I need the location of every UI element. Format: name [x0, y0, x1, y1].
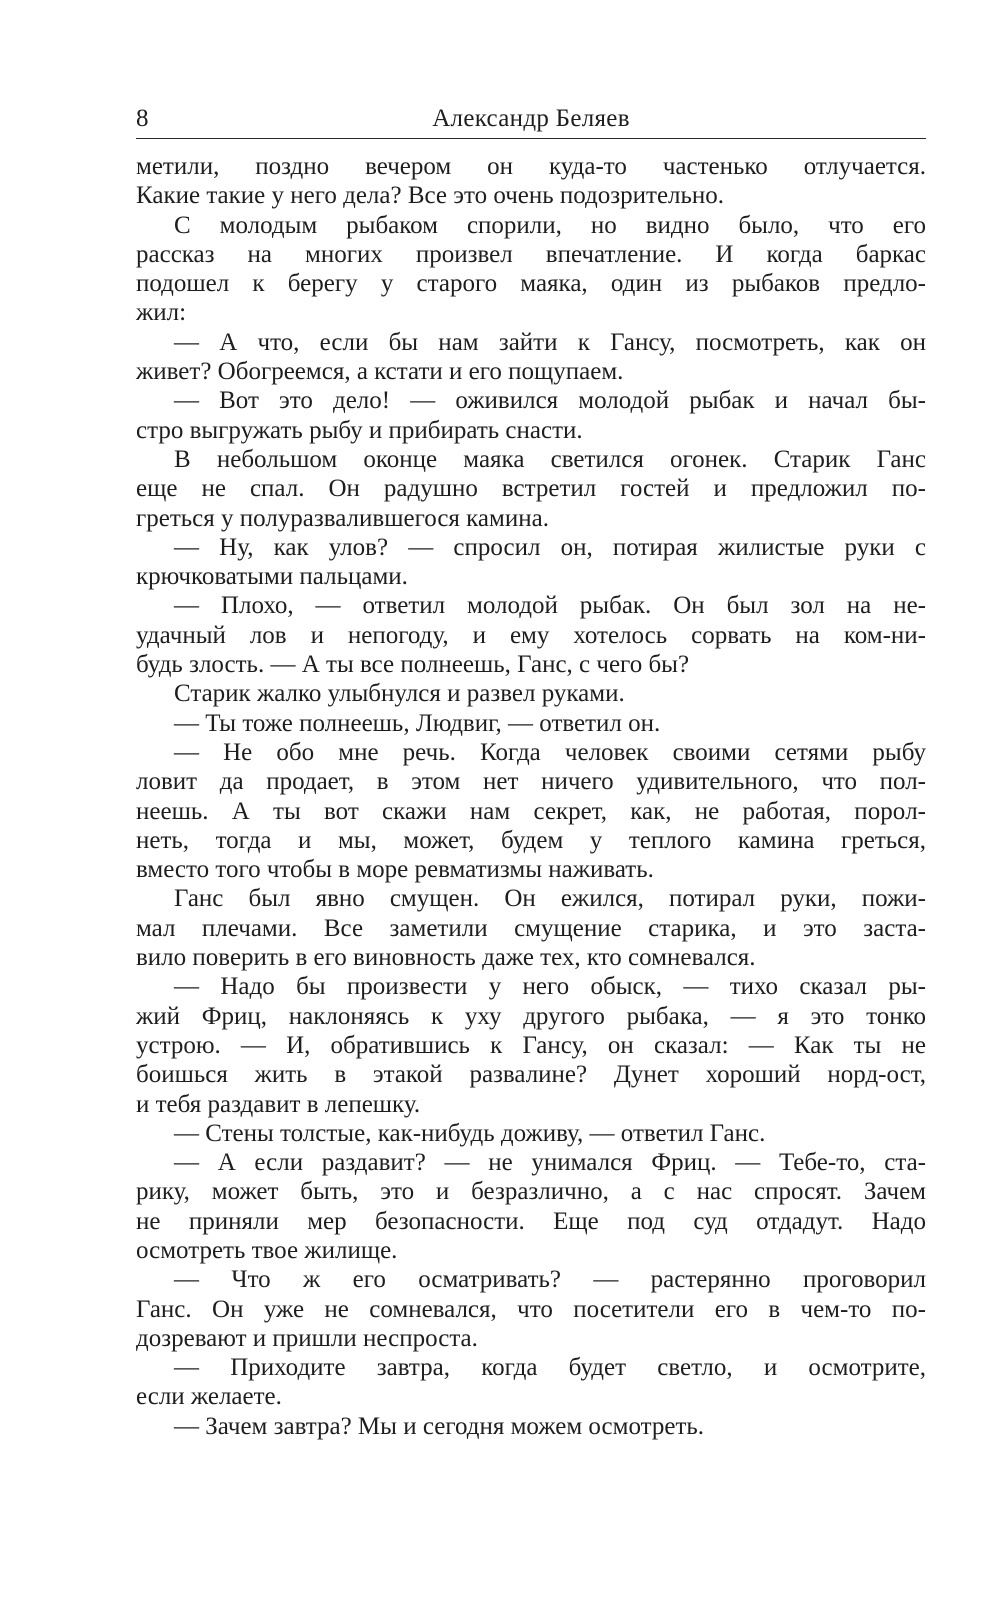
text-line: дозревают и пришли неспроста. [136, 1324, 478, 1352]
text-line: жил: [136, 299, 187, 327]
body-text [136, 152, 926, 1441]
text-line: если желаете. [136, 1383, 282, 1411]
text-line: живет? Обогреемся, а кстати и его пощупаем. [136, 358, 624, 386]
text-line: подошел к берегу у старого маяка, один из рыбаков предло- [136, 270, 926, 298]
text-line: — Плохо, — ответил молодой рыбак. Он был зол на не- [174, 592, 926, 620]
text-line: неть, тогда и мы, может, будем у теплого камина греться, [136, 826, 926, 854]
text-line: вместо того чтобы в море ревматизмы наживать. [136, 856, 654, 884]
text-line: — Стены толстые, как-нибудь доживу, — ответил Ганс. [174, 1119, 766, 1147]
text-line: В небольшом оконце маяка светился огонек. Старик Ганс [174, 445, 926, 473]
text-line: еще не спал. Он радушно встретил гостей и предложил по- [136, 475, 926, 503]
text-line: — Ты тоже полнеешь, Людвиг, — ответил он. [174, 709, 661, 737]
running-header [136, 100, 926, 139]
text-line: — Не обо мне речь. Когда человек своими сетями рыбу [174, 738, 926, 766]
text-line: и тебя раздавит в лепешку. [136, 1090, 421, 1118]
text-line: неешь. А ты вот скажи нам секрет, как, не работая, пopoл- [136, 797, 926, 825]
text-line: — Надо бы произвести у него обыск, — тихо сказал ры- [174, 973, 926, 1001]
text-line: Ганс был явно смущен. Он ежился, потирал руки, пожи- [174, 885, 926, 913]
text-line: — А если раздавит? — не унимался Фриц. — Тебе-то, ста- [174, 1149, 926, 1177]
text-line: — Зачем завтра? Мы и сегодня можем осмотреть. [174, 1412, 705, 1440]
text-line: удачный лов и непогоду, и ему хотелось сорвать на ком-ни- [136, 621, 926, 649]
text-line: рику, может быть, это и безразлично, а с нас спросят. Зачем [136, 1178, 926, 1206]
text-line: будь злость. — А ты все полнеешь, Ганс, с чего бы? [136, 651, 690, 679]
text-line: — Вот это дело! — оживился молодой рыбак и начал бы- [174, 387, 926, 415]
text-line: — А что, если бы нам зайти к Гансу, посмотреть, как он [174, 328, 926, 356]
text-line: вило поверить в его виновность даже тех, кто сомневался. [136, 944, 756, 972]
running-title: Александр Беляев [432, 105, 630, 132]
text-line: стро выгружать рыбу и прибирать снасти. [136, 416, 583, 444]
text-line: Старик жалко улыбнулся и развел руками. [174, 680, 625, 708]
text-line: боишься жить в этакой развалине? Дунет хороший норд-ост, [136, 1061, 926, 1089]
text-line: Ганс. Он уже не сомневался, что посетители его в чем-то по- [136, 1295, 926, 1323]
text-line: не приняли мер безопасности. Еще под суд отдадут. Надо [136, 1207, 926, 1235]
text-line: ловит да продает, в этом нет ничего удивительного, что пол- [136, 768, 926, 796]
text-line: крючковатыми пальцами. [136, 563, 408, 591]
text-line: жий Фриц, наклоняясь к уху другого рыбака, — я это тонко [136, 1002, 926, 1030]
page-number: 8 [136, 105, 149, 132]
text-line: метили, поздно вечером он куда-то частенько отлучается. [136, 153, 926, 180]
text-line: греться у полуразвалившегося камина. [136, 504, 549, 532]
text-line: С молодым рыбаком спорили, но видно было, что его [174, 211, 926, 239]
text-line: — Что ж его осматривать? — растерянно проговорил [174, 1266, 926, 1294]
text-line: устрою. — И, обратившись к Гансу, он сказал: — Как ты не [136, 1031, 926, 1059]
text-line: мал плечами. Все заметили смущение старика, и это заста- [136, 914, 926, 942]
text-line: рассказ на многих произвел впечатление. И когда баркас [136, 240, 926, 268]
text-line: — Ну, как улов? — спросил он, потирая жилистые руки с [174, 533, 926, 561]
text-line: осмотреть твое жилище. [136, 1236, 398, 1264]
text-line: Какие такие у него дела? Все это очень подозрительно. [136, 182, 725, 210]
text-line: — Приходите завтра, когда будет светло, и осмотрите, [174, 1354, 926, 1382]
